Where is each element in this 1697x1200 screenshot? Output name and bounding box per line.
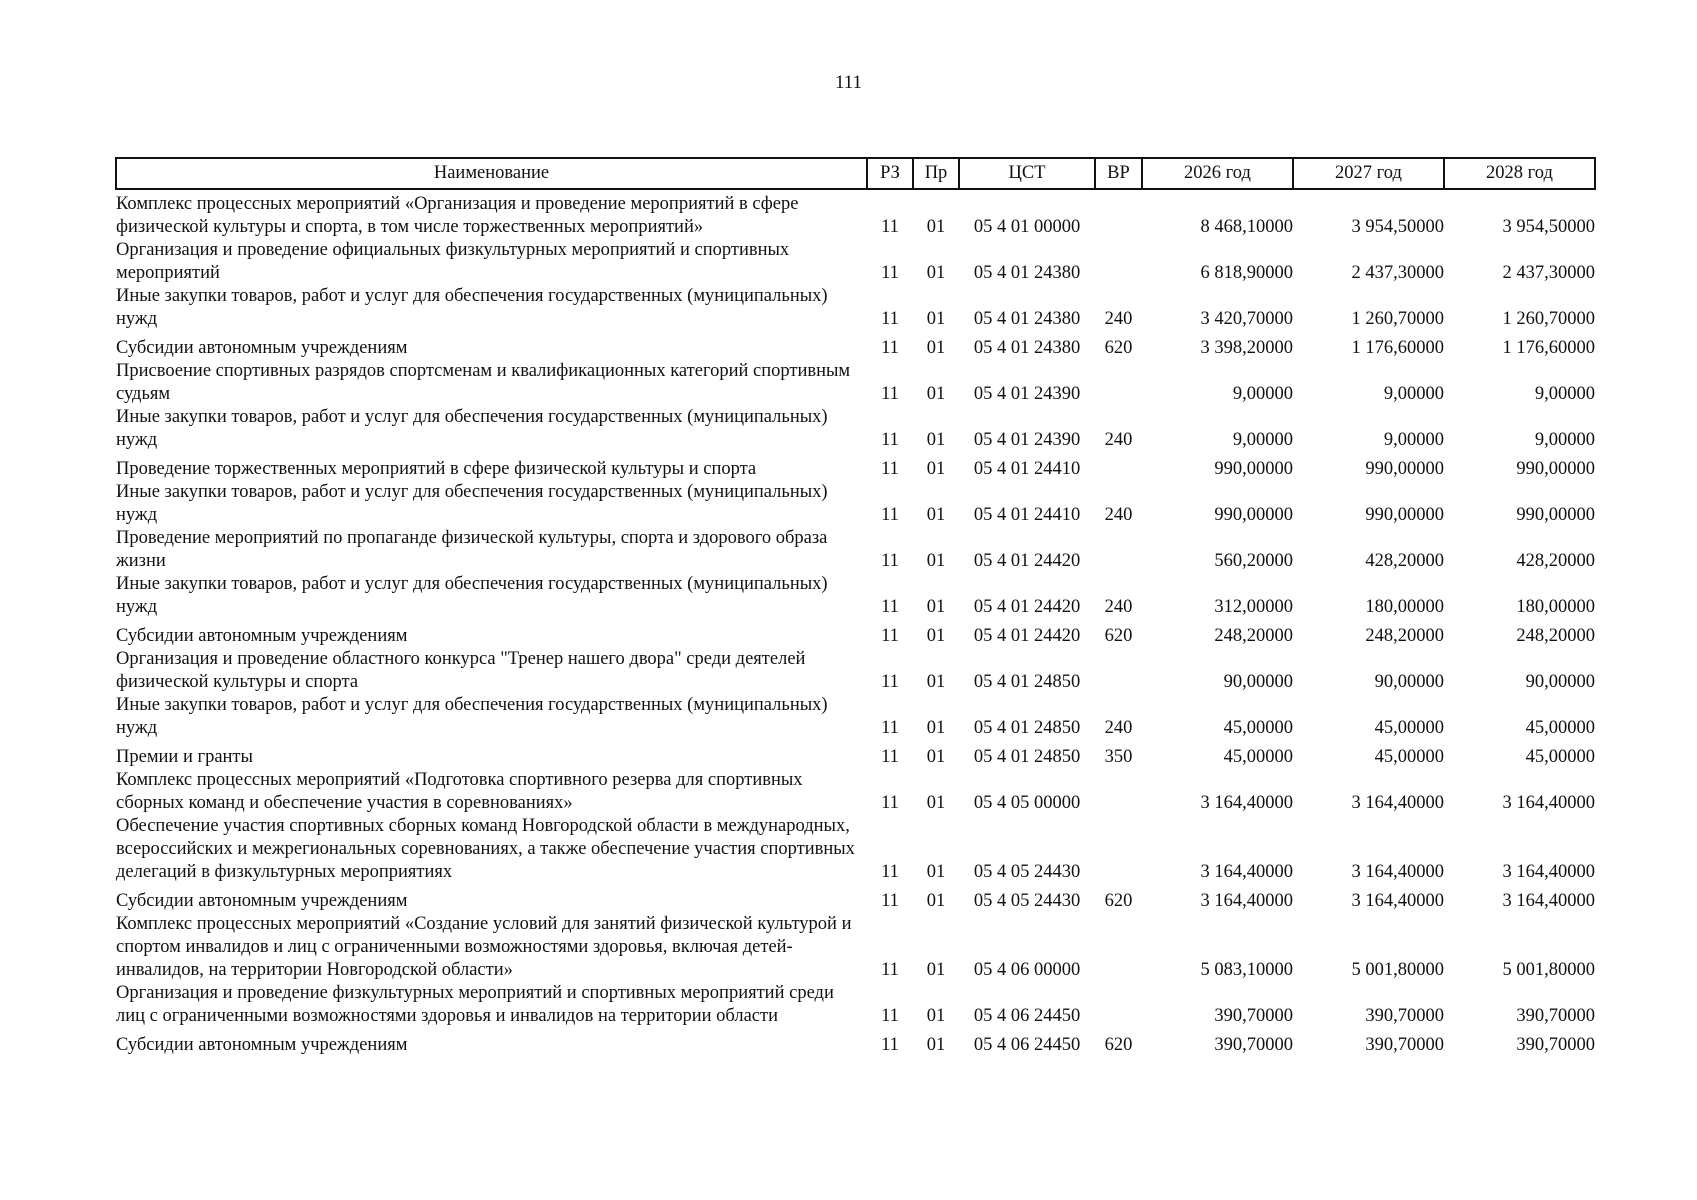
cell-2026: 990,00000: [1214, 505, 1293, 525]
cell-2028: 1 176,60000: [1502, 338, 1595, 358]
table-header-row: [116, 158, 1595, 189]
cell-cst: 05 4 01 24390: [973, 430, 1081, 450]
cell-2026: 3 164,40000: [1200, 793, 1293, 813]
cell-name: Иные закупки товаров, работ и услуг для обеспечения государственных (муниципальных) нужд: [116, 695, 828, 738]
cell-pr: 01: [926, 718, 946, 738]
cell-2027: 9,00000: [1383, 384, 1444, 404]
cell-rz: 11: [881, 1006, 899, 1026]
table-row: [116, 648, 1595, 694]
cell-name: Субсидии автономным учреждениям: [116, 891, 408, 911]
cell-cst: 05 4 01 24380: [973, 263, 1081, 283]
cell-name: Проведение торжественных мероприятий в сфере физической культуры и спорта: [116, 459, 757, 479]
table-row: [116, 481, 1595, 527]
cell-2026: 90,00000: [1223, 672, 1293, 692]
cell-rz: 11: [881, 747, 899, 767]
cell-rz: 11: [881, 263, 899, 283]
cell-pr: 01: [926, 459, 946, 479]
table-row: [116, 740, 1595, 769]
cell-2027: 390,70000: [1365, 1035, 1444, 1055]
cell-pr: 01: [926, 430, 946, 450]
page-number: 111: [834, 72, 863, 93]
cell-vr: [1095, 913, 1142, 982]
cell-cst: 05 4 01 24380: [973, 309, 1081, 329]
cell-vr: 620: [1104, 338, 1133, 358]
cell-2028: 3 164,40000: [1502, 793, 1595, 813]
header-2027: 2027 год: [1293, 158, 1444, 189]
cell-rz: 11: [881, 862, 899, 882]
table-row: [116, 619, 1595, 648]
table-row: [116, 573, 1595, 619]
cell-cst: 05 4 01 24420: [973, 626, 1081, 646]
cell-2026: 3 164,40000: [1200, 862, 1293, 882]
cell-name: Организация и проведение официальных физкультурных мероприятий и спортивных мероприятий: [116, 240, 790, 283]
cell-2026: 248,20000: [1214, 626, 1293, 646]
cell-2028: 3 164,40000: [1502, 891, 1595, 911]
cell-rz: 11: [881, 384, 899, 404]
table-row: [116, 982, 1595, 1028]
cell-rz: 11: [881, 718, 899, 738]
cell-name: Субсидии автономным учреждениям: [116, 338, 408, 358]
cell-vr: [1095, 982, 1142, 1028]
table-body: [116, 189, 1595, 1057]
cell-2026: 6 818,90000: [1200, 263, 1293, 283]
cell-2027: 45,00000: [1374, 718, 1444, 738]
table-row: [116, 452, 1595, 481]
cell-2026: 45,00000: [1223, 747, 1293, 767]
cell-name: Комплекс процессных мероприятий «Создание условий для занятий физической культурой и спортом инвалидов и лиц с ограниченными возможностями здоровья, включая детей-инвалидов, на территории Новгородской области»: [116, 914, 852, 980]
cell-cst: 05 4 01 24380: [973, 338, 1081, 358]
header-2026: 2026 год: [1142, 158, 1293, 189]
header-2028: 2028 год: [1444, 158, 1595, 189]
cell-pr: 01: [926, 551, 946, 571]
table-row: [116, 360, 1595, 406]
cell-2027: 9,00000: [1383, 430, 1444, 450]
header-pr: Пр: [913, 158, 959, 189]
table-row: [116, 285, 1595, 331]
cell-vr: 620: [1104, 1035, 1133, 1055]
header-vr: ВР: [1095, 158, 1142, 189]
cell-2027: 90,00000: [1374, 672, 1444, 692]
cell-rz: 11: [881, 626, 899, 646]
cell-name: Субсидии автономным учреждениям: [116, 626, 408, 646]
cell-rz: 11: [881, 551, 899, 571]
cell-cst: 05 4 01 24850: [973, 718, 1081, 738]
cell-rz: 11: [881, 505, 899, 525]
table-row: [116, 913, 1595, 982]
cell-2028: 45,00000: [1525, 718, 1595, 738]
cell-2027: 428,20000: [1365, 551, 1444, 571]
table-row: [116, 694, 1595, 740]
cell-rz: 11: [881, 309, 899, 329]
cell-2026: 3 164,40000: [1200, 891, 1293, 911]
cell-2028: 990,00000: [1516, 459, 1595, 479]
cell-2027: 248,20000: [1365, 626, 1444, 646]
cell-rz: 11: [881, 960, 899, 980]
cell-2027: 1 176,60000: [1351, 338, 1444, 358]
cell-rz: 11: [881, 793, 899, 813]
cell-vr: [1095, 239, 1142, 285]
cell-pr: 01: [926, 1035, 946, 1055]
cell-2026: 8 468,10000: [1200, 217, 1293, 237]
cell-2027: 3 164,40000: [1351, 862, 1444, 882]
cell-cst: 05 4 05 00000: [973, 793, 1081, 813]
cell-2026: 390,70000: [1214, 1035, 1293, 1055]
header-name: Наименование: [116, 158, 867, 189]
cell-2028: 45,00000: [1525, 747, 1595, 767]
cell-2026: 9,00000: [1232, 430, 1293, 450]
cell-name: Иные закупки товаров, работ и услуг для обеспечения государственных (муниципальных) нужд: [116, 574, 828, 617]
cell-vr: [1095, 360, 1142, 406]
cell-2028: 9,00000: [1534, 430, 1595, 450]
cell-pr: 01: [926, 217, 946, 237]
cell-2028: 9,00000: [1534, 384, 1595, 404]
cell-name: Организация и проведение областного конкурса "Тренер нашего двора" среди деятелей физической культуры и спорта: [116, 649, 806, 692]
table-row: [116, 815, 1595, 884]
cell-2026: 45,00000: [1223, 718, 1293, 738]
cell-name: Иные закупки товаров, работ и услуг для обеспечения государственных (муниципальных) нужд: [116, 286, 828, 329]
cell-vr: [1095, 189, 1142, 239]
cell-vr: [1095, 648, 1142, 694]
cell-rz: 11: [881, 672, 899, 692]
table-row: [116, 239, 1595, 285]
cell-rz: 11: [881, 1035, 899, 1055]
table-row: [116, 884, 1595, 913]
cell-cst: 05 4 01 24390: [973, 384, 1081, 404]
header-cst: ЦСТ: [959, 158, 1095, 189]
cell-rz: 11: [881, 597, 899, 617]
cell-name: Комплекс процессных мероприятий «Подготовка спортивного резерва для спортивных сборных команд и обеспечение участия в соревнованиях»: [116, 770, 803, 813]
cell-2027: 3 164,40000: [1351, 793, 1444, 813]
cell-pr: 01: [926, 793, 946, 813]
cell-vr: 240: [1104, 597, 1133, 617]
cell-2028: 390,70000: [1516, 1035, 1595, 1055]
cell-vr: 620: [1104, 891, 1133, 911]
cell-2027: 2 437,30000: [1351, 263, 1444, 283]
cell-2028: 3 164,40000: [1502, 862, 1595, 882]
cell-cst: 05 4 06 24450: [973, 1006, 1081, 1026]
cell-2026: 3 398,20000: [1200, 338, 1293, 358]
cell-vr: [1095, 527, 1142, 573]
cell-vr: 240: [1104, 430, 1133, 450]
cell-rz: 11: [881, 217, 899, 237]
cell-pr: 01: [926, 309, 946, 329]
cell-vr: [1095, 452, 1142, 481]
cell-rz: 11: [881, 430, 899, 450]
cell-name: Премии и гранты: [116, 747, 253, 767]
table-row: [116, 406, 1595, 452]
cell-2028: 180,00000: [1516, 597, 1595, 617]
cell-pr: 01: [926, 263, 946, 283]
cell-2028: 1 260,70000: [1502, 309, 1595, 329]
cell-pr: 01: [926, 626, 946, 646]
cell-rz: 11: [881, 338, 899, 358]
table-row: [116, 769, 1595, 815]
cell-vr: [1095, 769, 1142, 815]
cell-2028: 990,00000: [1516, 505, 1595, 525]
cell-pr: 01: [926, 384, 946, 404]
cell-pr: 01: [926, 505, 946, 525]
cell-name: Комплекс процессных мероприятий «Организация и проведение мероприятий в сфере физической культуры и спорта, в том числе торжественных мероприятий»: [116, 194, 799, 237]
cell-cst: 05 4 01 24420: [973, 551, 1081, 571]
cell-2028: 2 437,30000: [1502, 263, 1595, 283]
cell-name: Иные закупки товаров, работ и услуг для обеспечения государственных (муниципальных) нужд: [116, 407, 828, 450]
cell-pr: 01: [926, 891, 946, 911]
cell-2028: 3 954,50000: [1502, 217, 1595, 237]
cell-2027: 5 001,80000: [1351, 960, 1444, 980]
cell-vr: 350: [1104, 747, 1133, 767]
cell-2027: 1 260,70000: [1351, 309, 1444, 329]
cell-pr: 01: [926, 672, 946, 692]
cell-2026: 9,00000: [1232, 384, 1293, 404]
cell-2026: 5 083,10000: [1200, 960, 1293, 980]
cell-vr: 240: [1104, 309, 1133, 329]
cell-name: Проведение мероприятий по пропаганде физической культуры, спорта и здорового образа жизни: [116, 528, 828, 571]
cell-vr: 240: [1104, 718, 1133, 738]
cell-2026: 560,20000: [1214, 551, 1293, 571]
cell-cst: 05 4 01 24420: [973, 597, 1081, 617]
header-rz: РЗ: [867, 158, 913, 189]
cell-cst: 05 4 01 24410: [973, 505, 1081, 525]
cell-2028: 428,20000: [1516, 551, 1595, 571]
cell-cst: 05 4 01 24410: [973, 459, 1081, 479]
cell-2027: 990,00000: [1365, 459, 1444, 479]
cell-2028: 390,70000: [1516, 1006, 1595, 1026]
budget-table: [115, 157, 1596, 1057]
cell-rz: 11: [881, 891, 899, 911]
cell-2027: 45,00000: [1374, 747, 1444, 767]
cell-vr: 620: [1104, 626, 1133, 646]
cell-2027: 3 164,40000: [1351, 891, 1444, 911]
cell-pr: 01: [926, 338, 946, 358]
cell-cst: 05 4 01 24850: [973, 672, 1081, 692]
cell-name: Присвоение спортивных разрядов спортсменам и квалификационных категорий спортивным судьям: [116, 361, 851, 404]
cell-pr: 01: [926, 960, 946, 980]
table-row: [116, 189, 1595, 239]
cell-cst: 05 4 01 00000: [973, 217, 1081, 237]
cell-name: Субсидии автономным учреждениям: [116, 1035, 408, 1055]
cell-2028: 248,20000: [1516, 626, 1595, 646]
cell-rz: 11: [881, 459, 899, 479]
cell-cst: 05 4 05 24430: [973, 862, 1081, 882]
cell-2028: 5 001,80000: [1502, 960, 1595, 980]
cell-2026: 3 420,70000: [1200, 309, 1293, 329]
cell-2026: 990,00000: [1214, 459, 1293, 479]
cell-2027: 180,00000: [1365, 597, 1444, 617]
cell-2026: 390,70000: [1214, 1006, 1293, 1026]
table-row: [116, 1028, 1595, 1057]
cell-2026: 312,00000: [1214, 597, 1293, 617]
cell-2027: 390,70000: [1365, 1006, 1444, 1026]
cell-cst: 05 4 06 24450: [973, 1035, 1081, 1055]
cell-pr: 01: [926, 597, 946, 617]
cell-2027: 990,00000: [1365, 505, 1444, 525]
cell-vr: 240: [1104, 505, 1133, 525]
table-row: [116, 527, 1595, 573]
cell-name: Иные закупки товаров, работ и услуг для обеспечения государственных (муниципальных) нужд: [116, 482, 828, 525]
cell-cst: 05 4 01 24850: [973, 747, 1081, 767]
cell-name: Организация и проведение физкультурных мероприятий и спортивных мероприятий среди лиц с ограниченными возможностями здоровья и инвалидов на территории области: [116, 983, 834, 1026]
cell-cst: 05 4 06 00000: [973, 960, 1081, 980]
cell-pr: 01: [926, 747, 946, 767]
cell-pr: 01: [926, 862, 946, 882]
cell-vr: [1095, 815, 1142, 884]
table-row: [116, 331, 1595, 360]
cell-name: Обеспечение участия спортивных сборных команд Новгородской области в международных, всероссийских и межрегиональных соревнованиях, а также обеспечение участия спортивных делегаций в физкультурных мероприятиях: [116, 816, 855, 882]
cell-2027: 3 954,50000: [1351, 217, 1444, 237]
cell-cst: 05 4 05 24430: [973, 891, 1081, 911]
cell-pr: 01: [926, 1006, 946, 1026]
cell-2028: 90,00000: [1525, 672, 1595, 692]
